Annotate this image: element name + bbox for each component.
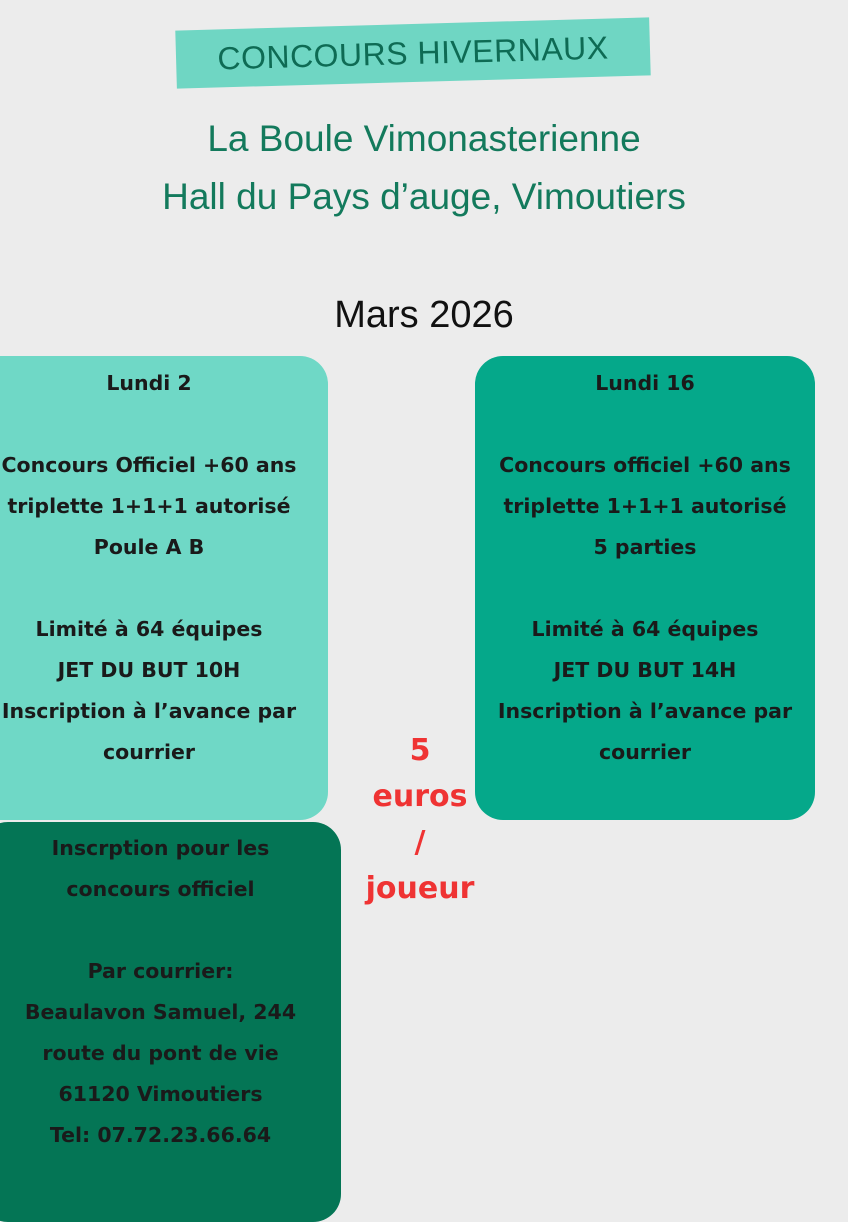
card-line: Poule A B xyxy=(93,535,205,559)
card-line: Tel: 07.72.23.66.64 xyxy=(49,1123,272,1147)
card-line: JET DU BUT 14H xyxy=(553,658,737,682)
card-line: Inscription à l’avance par xyxy=(497,699,793,723)
card-line: Inscrption pour les xyxy=(51,836,270,860)
card-line: route du pont de vie xyxy=(42,1041,279,1065)
card-line: Lundi 16 xyxy=(595,371,695,395)
card-line: concours officiel xyxy=(66,877,255,901)
card-line: Par courrier: xyxy=(87,959,234,983)
card-line: Inscription à l’avance par xyxy=(1,699,297,723)
card-line: courrier xyxy=(102,740,196,764)
registration-card xyxy=(0,822,341,1222)
card-line: courrier xyxy=(598,740,692,764)
venue: Hall du Pays d’auge, Vimoutiers xyxy=(162,176,686,217)
card-line: Beaulavon Samuel, 244 xyxy=(24,1000,297,1024)
card-line: triplette 1+1+1 autorisé xyxy=(7,494,291,518)
price-line: 5 xyxy=(409,733,431,768)
card-line: Lundi 2 xyxy=(106,371,192,395)
page-title: CONCOURS HIVERNAUX xyxy=(216,29,610,76)
card-line: triplette 1+1+1 autorisé xyxy=(503,494,787,518)
price-line: joueur xyxy=(365,871,475,906)
card-line: 61120 Vimoutiers xyxy=(58,1082,263,1106)
price-line: / xyxy=(414,825,426,860)
event-month: Mars 2026 xyxy=(334,294,514,336)
price-line: euros xyxy=(372,779,468,814)
club-name: La Boule Vimonasterienne xyxy=(207,118,641,159)
event-card-lundi-2 xyxy=(0,356,328,820)
card-line: Limité à 64 équipes xyxy=(35,617,263,641)
card-line: Concours officiel +60 ans xyxy=(499,453,791,477)
price-label xyxy=(350,728,490,912)
card-line: Limité à 64 équipes xyxy=(531,617,759,641)
card-line: 5 parties xyxy=(593,535,697,559)
card-line: Concours Officiel +60 ans xyxy=(1,453,297,477)
event-card-lundi-16 xyxy=(475,356,815,820)
card-line: JET DU BUT 10H xyxy=(57,658,241,682)
